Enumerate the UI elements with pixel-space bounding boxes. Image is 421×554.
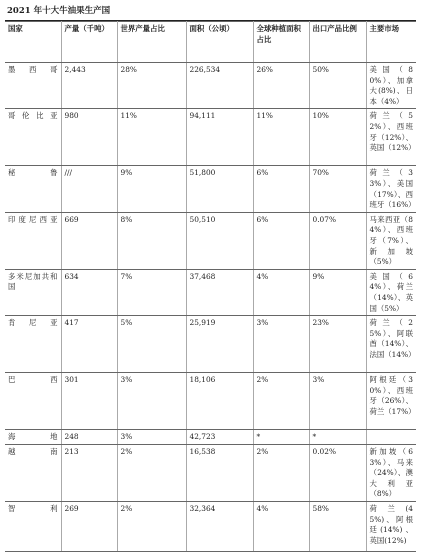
cell-area: 50,510 [186, 212, 253, 269]
cell-country: 印度尼西亚 [5, 212, 61, 269]
table-row [5, 63, 416, 109]
cell-country: 秘鲁 [5, 166, 61, 212]
cell-export-ratio: 0.07% [309, 212, 366, 269]
cell-export-ratio: 9% [309, 269, 366, 315]
cell-area-share: 11% [253, 109, 309, 166]
table-row [5, 269, 416, 315]
cell-country: 越南 [5, 445, 61, 502]
cell-area: 25,919 [186, 316, 253, 373]
cell-export-ratio: 58% [309, 502, 366, 552]
cell-world-share: 28% [117, 63, 186, 109]
cell-export-ratio: 3% [309, 373, 366, 430]
cell-world-share: 11% [117, 109, 186, 166]
table-row [5, 373, 416, 430]
cell-area-share: 26% [253, 63, 309, 109]
cell-world-share: 9% [117, 166, 186, 212]
cell-world-share: 5% [117, 316, 186, 373]
col-header-area-share: 全球种植面积占比 [253, 22, 309, 63]
cell-markets: 荷兰（25%）、阿联酋（14%）、法国（14%） [366, 316, 416, 373]
cell-area: 94,111 [186, 109, 253, 166]
table-row [5, 166, 416, 212]
cell-country: 海地 [5, 430, 61, 445]
cell-markets: 美国（64%）、荷兰（14%）、英国（5%） [366, 269, 416, 315]
cell-area: 226,534 [186, 63, 253, 109]
cell-export-ratio: 70% [309, 166, 366, 212]
col-header-country: 国家 [5, 22, 61, 63]
document [5, 3, 416, 552]
cell-country: 墨西哥 [5, 63, 61, 109]
cell-area: 16,538 [186, 445, 253, 502]
cell-area: 32,364 [186, 502, 253, 552]
cell-country: 肯尼亚 [5, 316, 61, 373]
cell-country: 巴西 [5, 373, 61, 430]
cell-markets: 马来西亚（84%）、西班牙（7%）、新加坡（5%） [366, 212, 416, 269]
avocado-producers-table [5, 21, 416, 552]
cell-markets: 荷兰（52%）、西班牙（12%）、英国（12%） [366, 109, 416, 166]
cell-country: 多米尼加共和国 [5, 269, 61, 315]
table-row [5, 502, 416, 552]
cell-area-share: 6% [253, 166, 309, 212]
cell-production: 248 [61, 430, 117, 445]
cell-area-share: 4% [253, 502, 309, 552]
cell-area: 42,723 [186, 430, 253, 445]
cell-export-ratio: 50% [309, 63, 366, 109]
cell-export-ratio: 0.02% [309, 445, 366, 502]
table-row [5, 430, 416, 445]
cell-country: 智利 [5, 502, 61, 552]
cell-production: /// [61, 166, 117, 212]
table-row [5, 109, 416, 166]
cell-area-share: 6% [253, 212, 309, 269]
cell-markets: 荷兰(45%)、阿根廷(14%)、英国(12%) [366, 502, 416, 552]
col-header-production: 产量（千吨） [61, 22, 117, 63]
cell-production: 2,443 [61, 63, 117, 109]
cell-export-ratio: 23% [309, 316, 366, 373]
table-row [5, 445, 416, 502]
cell-markets: 美国（80%）、加拿大(8%)、日本（4%） [366, 63, 416, 109]
cell-area-share: 2% [253, 373, 309, 430]
cell-production: 417 [61, 316, 117, 373]
cell-area-share: * [253, 430, 309, 445]
cell-markets: 新加坡（63%）、马来（24%）、澳大利亚（8%） [366, 445, 416, 502]
cell-area-share: 3% [253, 316, 309, 373]
cell-world-share: 8% [117, 212, 186, 269]
cell-production: 669 [61, 212, 117, 269]
cell-production: 634 [61, 269, 117, 315]
cell-area-share: 4% [253, 269, 309, 315]
cell-production: 269 [61, 502, 117, 552]
cell-production: 213 [61, 445, 117, 502]
cell-markets: 荷兰（33%）、美国（17%）、西班牙（16%） [366, 166, 416, 212]
table-row [5, 316, 416, 373]
cell-world-share: 7% [117, 269, 186, 315]
col-header-area: 面积（公顷） [186, 22, 253, 63]
col-header-export-ratio: 出口产品比例 [309, 22, 366, 63]
cell-area: 37,468 [186, 269, 253, 315]
cell-country: 哥伦比亚 [5, 109, 61, 166]
cell-world-share: 2% [117, 502, 186, 552]
cell-world-share: 2% [117, 445, 186, 502]
cell-area: 18,106 [186, 373, 253, 430]
cell-export-ratio: * [309, 430, 366, 445]
cell-area: 51,800 [186, 166, 253, 212]
header-row [5, 22, 416, 63]
cell-export-ratio: 10% [309, 109, 366, 166]
cell-area-share: 2% [253, 445, 309, 502]
table-row [5, 212, 416, 269]
table-title: 2021 年十大牛油果生产国 [5, 3, 416, 21]
cell-markets [366, 430, 416, 445]
cell-production: 301 [61, 373, 117, 430]
cell-production: 980 [61, 109, 117, 166]
cell-markets: 阿根廷（30%）、西班牙（26%）、荷兰（17%） [366, 373, 416, 430]
cell-world-share: 3% [117, 430, 186, 445]
cell-world-share: 3% [117, 373, 186, 430]
col-header-world-share: 世界产量占比 [117, 22, 186, 63]
col-header-markets: 主要市场 [366, 22, 416, 63]
